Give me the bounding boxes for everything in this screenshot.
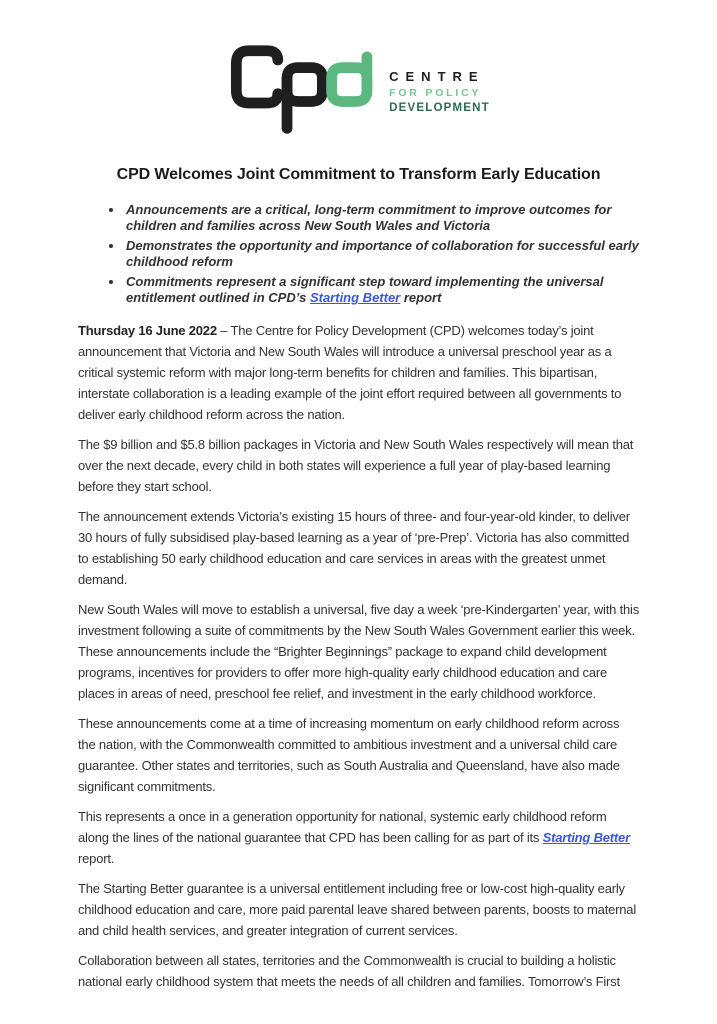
text-segment: This represents a once in a generation opportunity for national, systemic early childhood reform along the lines of the national guarantee that CPD has been calling for as part of its <box>78 809 607 845</box>
paragraph <box>78 950 639 992</box>
text-segment: The $9 billion and $5.8 billion packages in Victoria and New South Wales respectively will mean that over the next decade, every child in both states will experience a full year of play-based learning before they start school. <box>78 437 634 494</box>
logo-letter-c <box>236 51 277 103</box>
bullet-item <box>124 238 639 270</box>
starting-better-link[interactable]: Starting Better <box>542 830 630 845</box>
text-segment: Announcements are a critical, long-term commitment to improve outcomes for children and families across New South Wales and Victoria <box>126 202 612 233</box>
paragraph <box>78 878 639 941</box>
text-segment: Thursday 16 June 2022 <box>78 323 217 338</box>
cpd-logo-letters-icon <box>227 40 377 136</box>
text-segment: These announcements come at a time of increasing momentum on early childhood reform across the nation, with the Commonwealth committed to ambitious investment and a universal child care guarantee. Other states and territories, such as South Australia and Queensland, have also made significant commitments. <box>78 716 620 794</box>
text-segment: report. <box>78 851 115 866</box>
text-segment: – The Centre for Policy Development (CPD) welcomes today’s joint announcement that Victoria and New South Wales will introduce a universal preschool year as a critical systemic reform with major long-term benefits for children and families. This bipartisan, interstate collaboration is a leading example of the joint effort required between all governments to deliver early childhood reform across the nation. <box>78 323 622 422</box>
cpd-logo <box>227 40 490 136</box>
text-segment: Collaboration between all states, territories and the Commonwealth is crucial to building a holistic national early childhood system that meets the needs of all children and families. Tomorrow’s First <box>78 953 620 989</box>
paragraph <box>78 599 639 704</box>
starting-better-link[interactable]: Starting Better <box>309 290 401 305</box>
body-paragraphs <box>78 320 639 992</box>
text-segment: The announcement extends Victoria’s existing 15 hours of three- and four-year-old kinder, to deliver 30 hours of fully subsidised play-based learning as a year of ‘pre-Prep’. Victoria has also committed to establishing 50 early childhood education and care services in areas with the greatest unmet demand. <box>78 509 630 587</box>
text-segment: Demonstrates the opportunity and importance of collaboration for successful early childhood reform <box>126 238 639 269</box>
text-segment: The Starting Better guarantee is a universal entitlement including free or low-cost high-quality early childhood education and care, more paid parental leave shared between parents, boosts to maternal and child health services, and greater integration of current services. <box>78 881 637 938</box>
text-segment: Commitments represent a significant step toward implementing the universal entitlement outlined in CPD’s <box>126 274 604 305</box>
bullet-list <box>78 202 639 306</box>
bullet-item <box>124 202 639 234</box>
logo-word-for-policy: FOR POLICY <box>389 86 482 99</box>
bullet-item <box>124 274 639 306</box>
logo-wordmark <box>389 69 490 114</box>
paragraph <box>78 506 639 590</box>
paragraph <box>78 320 639 425</box>
text-segment: New South Wales will move to establish a universal, five day a week ‘pre-Kindergarten’ year, with this investment following a suite of commitments by the New South Wales Government earlier this week. These announcements include the “Brighter Beginnings” package to expand child development programs, incentives for providers to offer more high-quality early childhood education and care places in areas of need, preschool fee relief, and investment in the early childhood workforce. <box>78 602 640 701</box>
paragraph <box>78 434 639 497</box>
page-title: CPD Welcomes Joint Commitment to Transform Early Education <box>116 166 601 183</box>
logo-word-development: DEVELOPMENT <box>389 101 490 114</box>
paragraph <box>78 713 639 797</box>
text-segment: report <box>400 290 442 305</box>
logo-word-centre: CENTRE <box>389 68 485 84</box>
paragraph <box>78 806 639 869</box>
